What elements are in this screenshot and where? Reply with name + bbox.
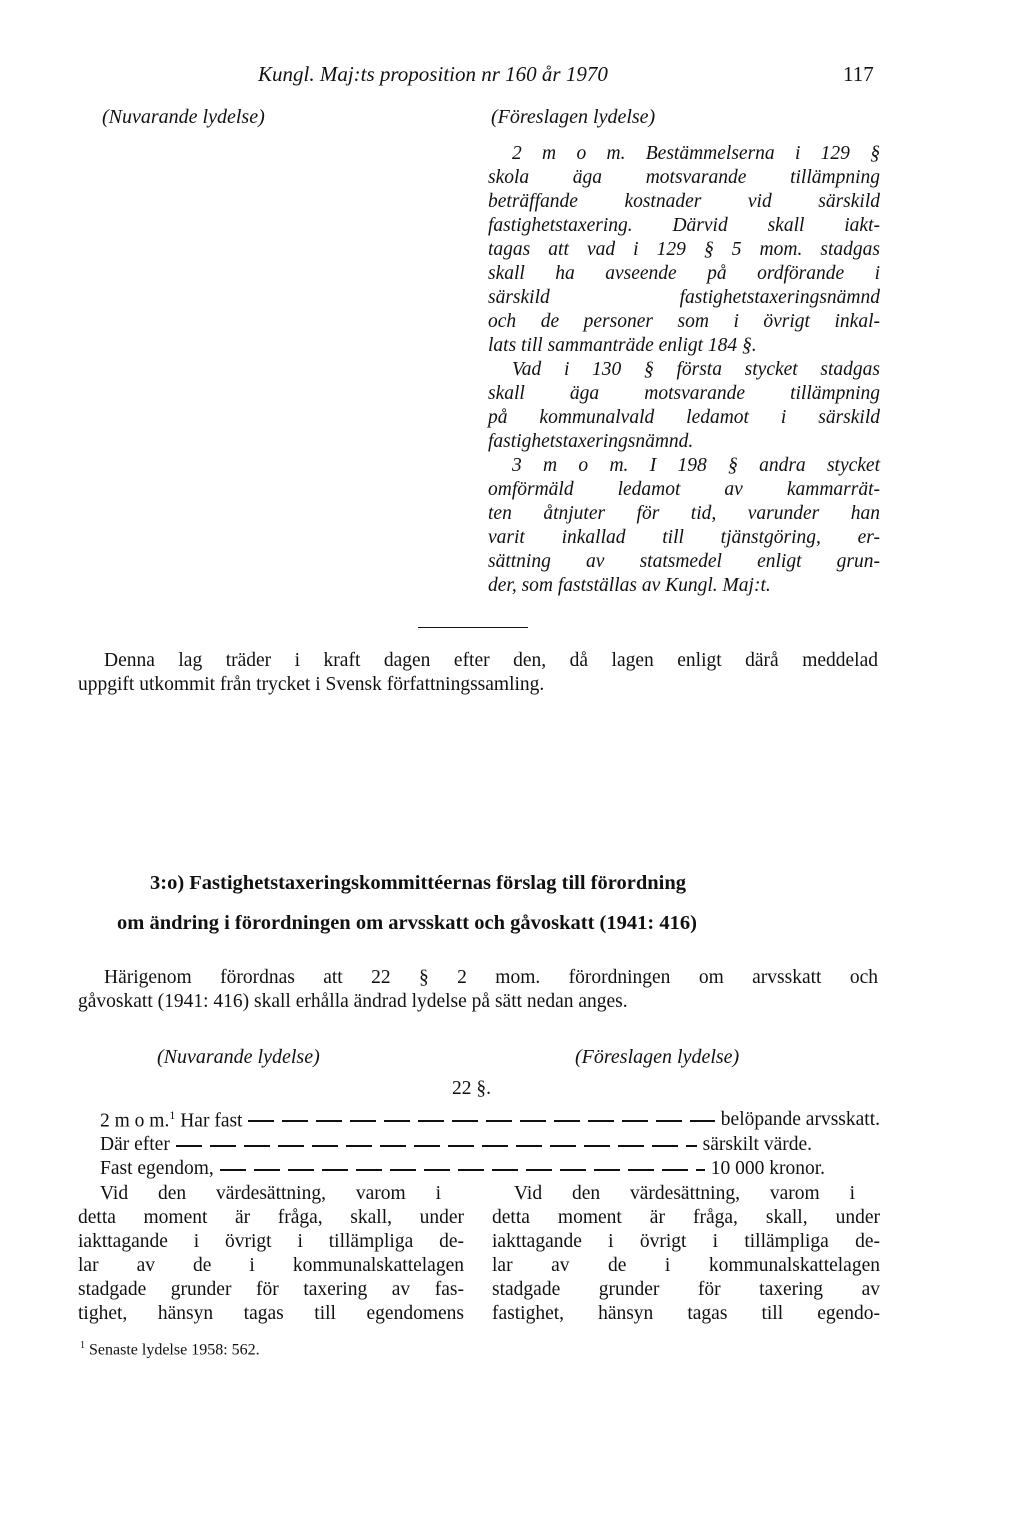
text-line: 2 m o m. Bestämmelserna i 129 §	[512, 143, 880, 164]
dash-row	[100, 1134, 812, 1156]
text-line: iakttagande i övrigt i tillämpliga de-	[492, 1231, 880, 1252]
text-line: sättning av statsmedel enligt grun-	[488, 551, 880, 572]
current-wording-label: (Nuvarande lydelse)	[157, 1046, 320, 1068]
omission-dashes	[248, 1120, 714, 1122]
text-line: varit inkallad till tjänstgöring, er-	[488, 527, 880, 548]
omission-dashes	[220, 1169, 705, 1171]
enactment-line: Denna lag träder i kraft dagen efter den, då lagen enligt därå meddelad	[104, 650, 878, 671]
dash-row-end: särskilt värde.	[702, 1134, 812, 1155]
dash-row	[100, 1158, 825, 1180]
intro-line: Härigenom förordnas att 22 § 2 mom. förordningen om arvsskatt och	[104, 967, 878, 988]
page-number: 117	[843, 62, 874, 86]
dash-row-start: Där efter	[100, 1134, 170, 1155]
dash-row-start: 2 m o m.$^1$ Har fast	[100, 1108, 243, 1132]
text-line: tagas att vad i 129 § 5 mom. stadgas	[488, 239, 880, 260]
text-line: Vad i 130 § första stycket stadgas	[512, 359, 880, 380]
text-line: lar av de i kommunalskattelagen	[78, 1255, 464, 1276]
text-line: fastighetstaxering. Därvid skall iakt-	[488, 215, 880, 236]
text-line: 3 m o m. I 198 § andra stycket	[512, 455, 880, 476]
text-line: fastighetstaxeringsnämnd.	[488, 431, 694, 452]
text-line: omförmäld ledamot av kammarrät-	[488, 479, 880, 500]
text-line: skola äga motsvarande tillämpning	[488, 167, 880, 188]
text-line: detta moment är fråga, skall, under	[492, 1207, 880, 1228]
intro-line: gåvoskatt (1941: 416) skall erhålla ändrad lydelse på sätt nedan anges.	[78, 991, 628, 1012]
footnote-text: Senaste lydelse 1958: 562.	[85, 1341, 260, 1359]
text-line: lats till sammanträde enligt 184 §.	[488, 335, 757, 356]
omission-dashes	[176, 1145, 697, 1147]
text-line: fastighet, hänsyn tagas till egendo-	[492, 1303, 880, 1324]
current-wording-label: (Nuvarande lydelse)	[102, 106, 265, 128]
section-subheading: om ändring i förordningen om arvsskatt och gåvoskatt (1941: 416)	[117, 912, 697, 934]
text-line: Vid den värdesättning, varom i	[100, 1183, 441, 1204]
text-line: och de personer som i övrigt inkal-	[488, 311, 880, 332]
proposed-wording-label: (Föreslagen lydelse)	[575, 1046, 740, 1068]
section-heading: 3:o) Fastighetstaxeringskommittéernas förslag till förordning	[150, 872, 686, 894]
text-line: skall ha avseende på ordförande i	[488, 263, 880, 284]
enactment-line: uppgift utkommit från trycket i Svensk författningssamling.	[78, 674, 545, 695]
text-line: stadgade grunder för taxering av fas-	[78, 1279, 464, 1300]
proposed-wording-label: (Föreslagen lydelse)	[491, 106, 656, 128]
text-line: lar av de i kommunalskattelagen	[492, 1255, 880, 1276]
dash-row-end: belöpande arvsskatt.	[720, 1109, 880, 1131]
text-line: särskild fastighetstaxeringsnämnd	[488, 287, 880, 308]
text-line: Vid den värdesättning, varom i	[514, 1183, 855, 1204]
footnote-marker: 1	[80, 1340, 85, 1351]
dash-row-start: Fast egendom,	[100, 1158, 214, 1179]
separator-rule	[418, 627, 528, 628]
text-line: på kommunalvald ledamot i särskild	[488, 407, 880, 428]
footnote-reference: 1	[169, 1108, 176, 1122]
text-line: beträffande kostnader vid särskild	[488, 191, 880, 212]
text-line: skall äga motsvarande tillämpning	[488, 383, 880, 404]
text-line: ten åtnjuter för tid, varunder han	[488, 503, 880, 524]
running-header-title: Kungl. Maj:ts proposition nr 160 år 1970	[258, 62, 608, 86]
dash-row	[100, 1108, 880, 1133]
paragraph-number: 22 §.	[452, 1078, 491, 1099]
text-line: tighet, hänsyn tagas till egendomens	[78, 1303, 464, 1324]
text-line: der, som fastställas av Kungl. Maj:t.	[488, 575, 771, 596]
dash-row-end: 10 000 kronor.	[710, 1158, 825, 1179]
footnote	[80, 1340, 260, 1359]
text-line: iakttagande i övrigt i tillämpliga de-	[78, 1231, 464, 1252]
text-line: stadgade grunder för taxering av	[492, 1279, 880, 1300]
text-line: detta moment är fråga, skall, under	[78, 1207, 464, 1228]
